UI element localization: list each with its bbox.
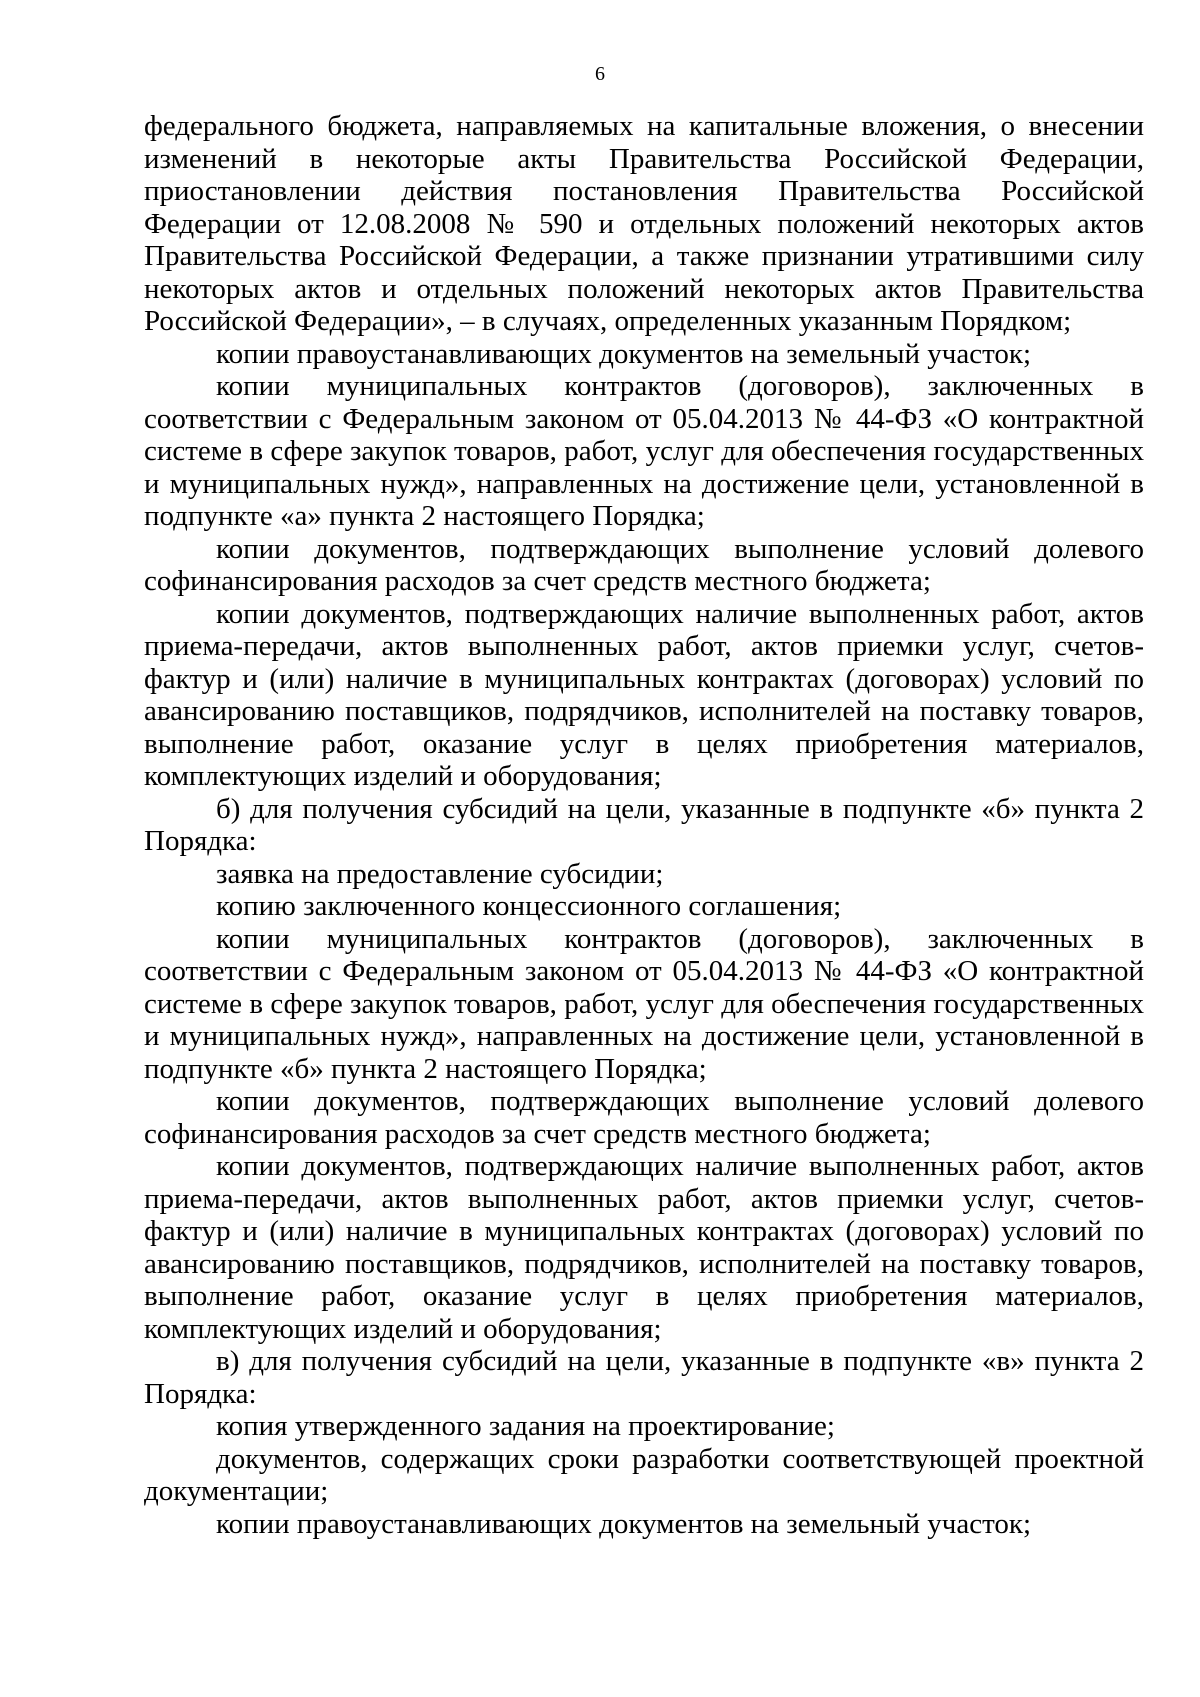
document-body [144, 110, 1144, 1540]
paragraph: б) для получения субсидий на цели, указанные в подпункте «б» пункта 2 Порядка: [144, 792, 1144, 857]
paragraph: копии документов, подтверждающих наличие выполненных работ, актов приема-передачи, актов выполненных работ, актов приемки услуг, счетов-фактур и (или) наличие в муниципальных контрактах (договорах) условий по авансированию поставщиков, подрядчиков, исполнителей на поставку товаров, выполнение работ, оказание услуг в целях приобретения материалов, комплектующих изделий и оборудования; [144, 597, 1144, 792]
paragraph: копии документов, подтверждающих выполнение условий долевого софинансирования расходов за счет средств местного бюджета; [144, 1085, 1144, 1150]
paragraph: заявка на предоставление субсидии; [216, 857, 664, 890]
paragraph: документов, содержащих сроки разработки соответствующей проектной документации; [144, 1442, 1144, 1507]
paragraph: копии правоустанавливающих документов на земельный участок; [216, 337, 1032, 370]
paragraph: копия утвержденного задания на проектирование; [216, 1410, 835, 1442]
paragraph: копии документов, подтверждающих выполнение условий долевого софинансирования расходов за счет средств местного бюджета; [144, 532, 1144, 597]
paragraph: копии муниципальных контрактов (договоров), заключенных в соответствии с Федеральным законом от 05.04.2013 № 44-ФЗ «О контрактной системе в сфере закупок товаров, работ, услуг для обеспечения государственных и муниципальных нужд», направленных на достижение цели, установленной в подпункте «а» пункта 2 настоящего Порядка; [144, 370, 1144, 532]
paragraph: копии муниципальных контрактов (договоров), заключенных в соответствии с Федеральным законом от 05.04.2013 № 44-ФЗ «О контрактной системе в сфере закупок товаров, работ, услуг для обеспечения государственных и муниципальных нужд», направленных на достижение цели, установленной в подпункте «б» пункта 2 настоящего Порядка; [144, 922, 1144, 1085]
paragraph: федерального бюджета, направляемых на капитальные вложения, о внесении изменений в некоторые акты Правительства Российской Федерации, приостановлении действия постановления Правительства Российской Федерации от 12.08.2008 № 590 и отдельных положений некоторых актов Правительства Российской Федерации, а также признании утратившими силу некоторых актов и отдельных положений некоторых актов Правительства Российской Федерации», – в случаях, определенных указанным Порядком; [144, 110, 1144, 337]
paragraph: в) для получения субсидий на цели, указанные в подпункте «в» пункта 2 Порядка: [144, 1345, 1144, 1410]
page-number: 6 [595, 63, 605, 85]
paragraph: копию заключенного концессионного соглашения; [216, 890, 842, 922]
paragraph: копии правоустанавливающих документов на земельный участок; [216, 1507, 1032, 1540]
paragraph: копии документов, подтверждающих наличие выполненных работ, актов приема-передачи, актов выполненных работ, актов приемки услуг, счетов-фактур и (или) наличие в муниципальных контрактах (договорах) условий по авансированию поставщиков, подрядчиков, исполнителей на поставку товаров, выполнение работ, оказание услуг в целях приобретения материалов, комплектующих изделий и оборудования; [144, 1150, 1144, 1345]
